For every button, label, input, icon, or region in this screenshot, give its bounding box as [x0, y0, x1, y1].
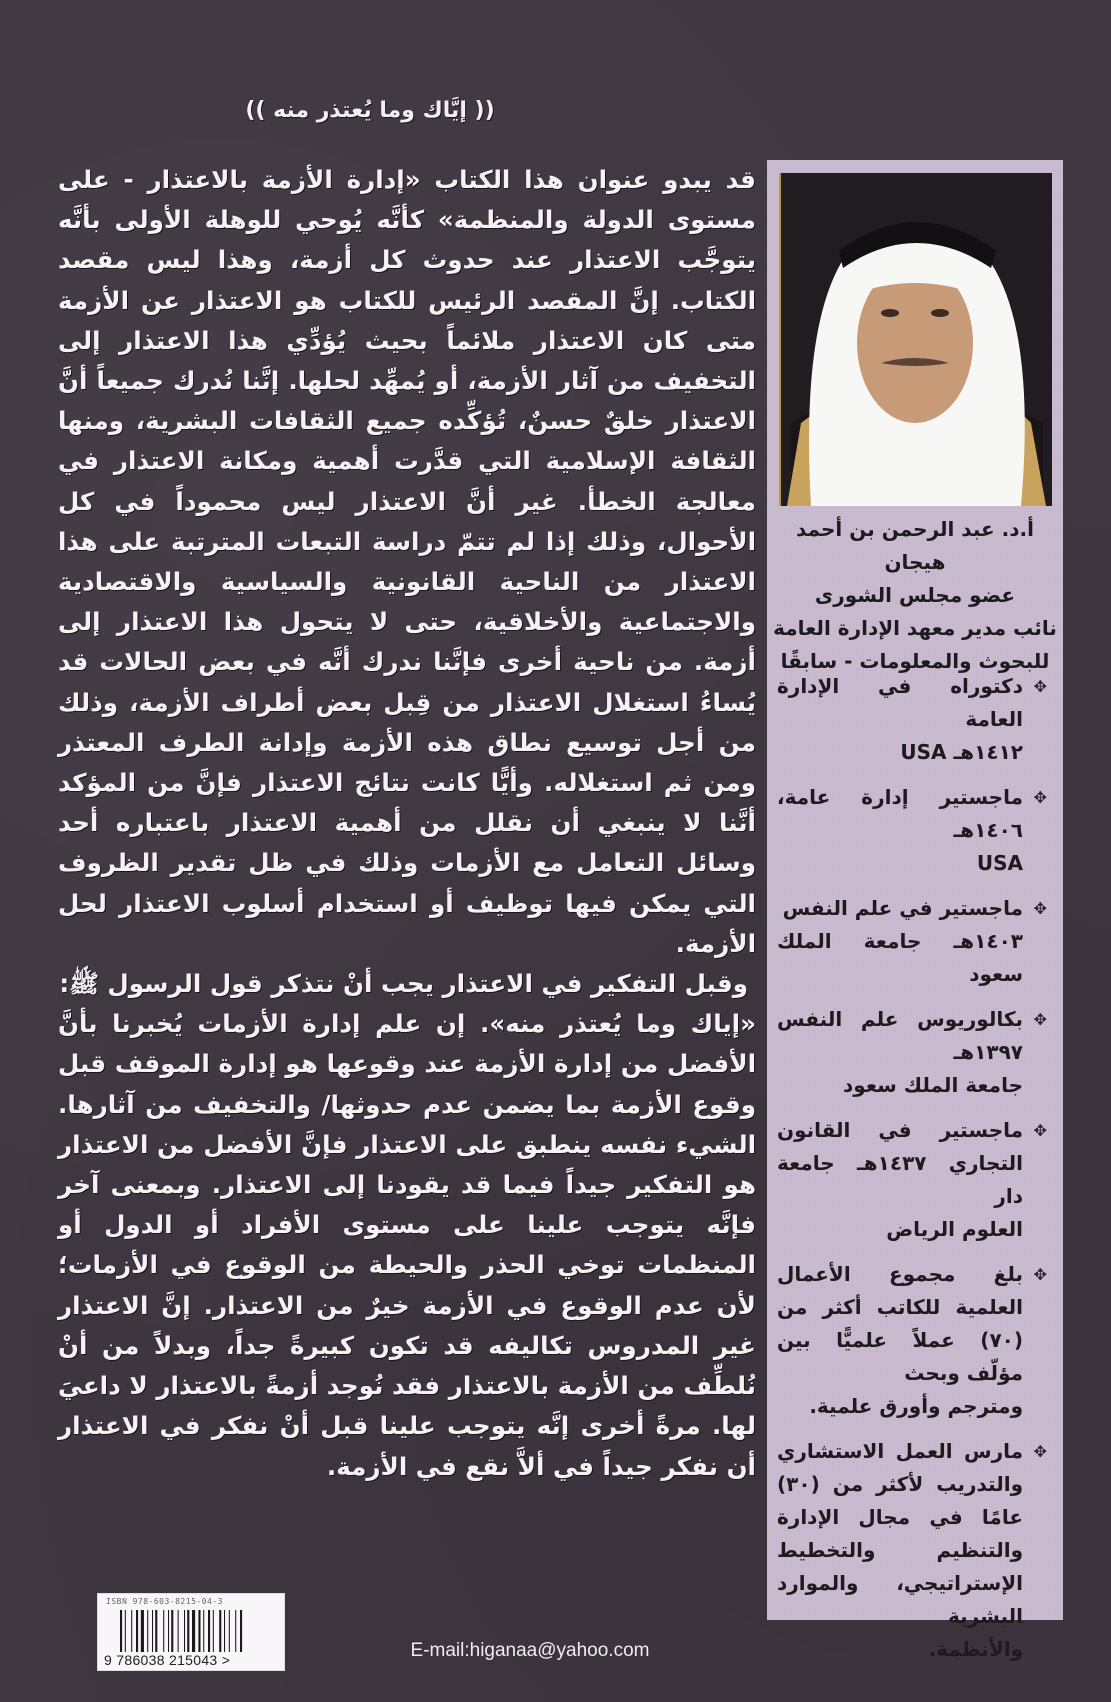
barcode-stripe	[171, 1610, 173, 1652]
qualification-text: بلغ مجموع الأعمال العلمية للكاتب أكثر من (٧٠) عملاً علميًّا بين مؤلّف وبحث	[777, 1262, 1023, 1385]
barcode-stripe	[141, 1610, 144, 1652]
qualification-detail: ١٤٠٣هـ جامعة الملك سعود	[777, 929, 1023, 986]
barcode-stripe	[224, 1610, 225, 1652]
qualification-detail: USA	[976, 851, 1023, 875]
qualification-detail: ١٤١٢هـ USA	[900, 740, 1023, 764]
bullet-icon: ✥	[1033, 788, 1047, 807]
qualification-text: ماجستير في القانون التجاري ١٤٣٧هـ جامعة دار	[777, 1118, 1024, 1208]
isbn-label: ISBN 978-603-8215-04-3	[106, 1597, 223, 1606]
barcode-stripe	[155, 1610, 157, 1652]
body-text	[58, 160, 756, 1487]
barcode-stripe	[120, 1610, 122, 1652]
barcode-stripe	[136, 1610, 138, 1652]
bullet-icon: ✥	[1033, 1442, 1047, 1461]
qualification-item	[777, 1114, 1047, 1246]
barcode-bars-icon	[120, 1610, 272, 1652]
quote-title: (( إيَّاك وما يُعتذر منه ))	[245, 98, 495, 123]
qualification-item	[777, 1258, 1047, 1423]
barcode-stripe	[131, 1610, 132, 1652]
qualification-text: دكتوراه في الإدارة العامة	[777, 674, 1023, 731]
author-info	[773, 513, 1057, 678]
bullet-icon: ✥	[1033, 677, 1047, 696]
qualification-text: بكالوريوس علم النفس ١٣٩٧هـ	[777, 1007, 1023, 1064]
qualification-text: ماجستير إدارة عامة، ١٤٠٦هـ	[777, 785, 1023, 842]
body-paragraph-2	[58, 964, 756, 1487]
barcode-stripe	[147, 1610, 148, 1652]
qualification-item	[777, 1435, 1047, 1666]
author-sidebar	[767, 160, 1063, 1661]
barcode-stripe	[198, 1610, 200, 1652]
barcode-stripe	[184, 1610, 185, 1652]
qualification-item	[777, 892, 1047, 991]
barcode-stripe	[163, 1610, 164, 1652]
qualification-item	[777, 1003, 1047, 1102]
barcode-stripe	[208, 1610, 210, 1652]
body-after-hadith: . إن علم إدارة الأزمات يُخبرنا بأنَّ الأفضل من إدارة الأزمة عند وقوعها هو إدارة الموقف قبل وقوع الأزمة بما يضمن عدم حدوثها/ والتخفيف من آثارها. الشيء نفسه ينطبق على الاعتذار فإنَّ الأفضل من الاعتذار هو التفكير جيداً فيما قد يقودنا إلى الاعتذار. وبمعنى آخر فإنَّه يتوجب علينا على مستوى الأفراد أو الدول أو المنظمات توخي الحذر والحيطة من الوقوع في الأزمات؛ لأن عدم الوقوع في الأزمة خيرٌ من الاعتذار. إنَّ الاعتذار غير المدروس تكاليفه قد تكون كبيرةً جداً، وبدلاً من أنْ نُلطِّف من الأزمة بالاعتذار فقد نُوجد أزمةً بالاعتذار لا داعيَ لها. مرةً أخرى إنَّه يتوجب علينا قبل أنْ نفكر في الاعتذار أن نفكر جيداً في ألاَّ نقع في الأزمة.	[58, 1009, 756, 1481]
barcode-stripe	[235, 1610, 236, 1652]
isbn-barcode	[97, 1593, 285, 1671]
barcode-stripe	[229, 1610, 230, 1652]
author-photo	[779, 173, 1052, 506]
body-paragraph-1: قد يبدو عنوان هذا الكتاب «إدارة الأزمة بالاعتذار - على مستوى الدولة والمنظمة» كأنَّه يُوحي للوهلة الأولى بأنَّه يتوجَّب الاعتذار عند حدوث كل أزمة، وهذا ليس مقصد الكتاب. إنَّ المقصد الرئيس للكتاب هو الاعتذار عن الأزمة متى كان الاعتذار ملائماً بحيث يُؤدِّي هذا الاعتذار إلى التخفيف من آثار الأزمة، أو يُمهِّد لحلها. إنَّنا نُدرك جميعاً أنَّ الاعتذار خلقٌ حسنٌ، تُؤكِّده جميع الثقافات البشرية، ومنها الثقافة الإسلامية التي قدَّرت أهمية ومكانة الاعتذار في معالجة الخطأ. غير أنَّ الاعتذار ليس محموداً في كل الأحوال، وذلك إذا لم تتمّ دراسة التبعات المترتبة على هذا الاعتذار من الناحية القانونية والسياسية والاقتصادية والاجتماعية والأخلاقية، حتى لا يتحول هذا الاعتذار إلى أزمة. من ناحية أخرى فإنَّنا ندرك أنَّه في بعض الحالات قد يُساءُ استغلال الاعتذار من قِبل بعض أطراف الأزمة، وذلك من أجل توسيع نطاق هذه الأزمة وإدانة الطرف المعتذر ومن ثم استغلاله. وأيًّا كانت نتائج الاعتذار فإنَّ من المؤكد أنَّنا لا ينبغي أن نقلل من أهمية الاعتذار باعتباره أحد وسائل التعامل مع الأزمات وذلك في ظل تقدير الظروف التي يمكن فيها توظيف أو استخدام أسلوب الاعتذار لحل الأزمة.	[58, 165, 756, 958]
author-portrait-icon	[781, 173, 1052, 506]
bullet-icon: ✥	[1033, 1010, 1047, 1029]
qualification-detail: العلوم الرياض	[886, 1217, 1023, 1241]
qualifications-list	[777, 670, 1047, 1678]
barcode-stripe	[178, 1610, 179, 1652]
qualification-text: ماجستير في علم النفس	[782, 896, 1023, 920]
qualification-text: مارس العمل الاستشاري والتدريب لأكثر من (٣٠) عامًا في مجال الإدارة والتنظيم والتخطيط الإستراتيجي، والموارد البشرية	[777, 1439, 1023, 1628]
bullet-icon: ✥	[1033, 1265, 1047, 1284]
qualification-item	[777, 781, 1047, 880]
barcode-stripe	[219, 1610, 221, 1652]
bullet-icon: ✥	[1033, 899, 1047, 918]
barcode-digits: 9 786038 215043 >	[104, 1652, 231, 1668]
author-title-1: عضو مجلس الشورى	[814, 583, 1016, 607]
author-name: أ.د. عبد الرحمن بن أحمد هيجان	[796, 517, 1034, 574]
qualification-item	[777, 670, 1047, 769]
barcode-stripe	[240, 1610, 242, 1652]
barcode-stripe	[152, 1610, 153, 1652]
author-email: E-mail:higanaa@yahoo.com	[410, 1640, 650, 1661]
author-title-2: نائب مدير معهد الإدارة العامة	[773, 616, 1057, 640]
barcode-stripe	[168, 1610, 169, 1652]
qualification-detail: والأنظمة.	[928, 1637, 1023, 1661]
barcode-stripe	[125, 1610, 126, 1652]
barcode-stripe	[213, 1610, 214, 1652]
bullet-icon: ✥	[1033, 1121, 1047, 1140]
qualification-detail: جامعة الملك سعود	[843, 1073, 1023, 1097]
barcode-stripe	[192, 1610, 195, 1652]
author-title-3: للبحوث والمعلومات - سابقًا	[780, 649, 1050, 673]
qualification-detail: ومترجم وأورق علمية.	[809, 1394, 1023, 1418]
hadith-intro: وقبل التفكير في الاعتذار يجب أنْ نتذكر قول الرسول ﷺ:	[59, 969, 748, 999]
hadith-quote: «إياك وما يُعتذر منه»	[489, 1009, 756, 1039]
barcode-stripe	[187, 1610, 189, 1652]
barcode-stripe	[203, 1610, 204, 1652]
